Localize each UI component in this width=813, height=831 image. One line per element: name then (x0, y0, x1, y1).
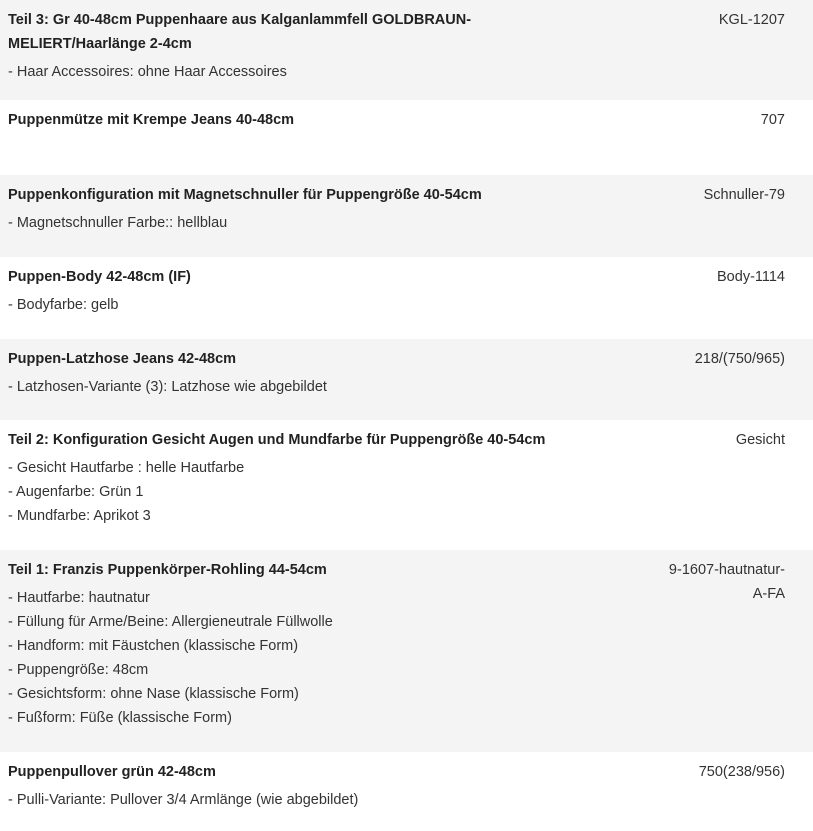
order-item-info (8, 558, 568, 752)
order-item-info (8, 428, 628, 550)
order-item-row (0, 175, 813, 257)
order-item-info (8, 108, 568, 175)
product-name: Teil 1: Franzis Puppenkörper-Rohling 44-54cm (8, 562, 327, 578)
order-item-row (0, 752, 813, 831)
product-sku: 750(238/956) (698, 764, 785, 780)
product-option: - Bodyfarbe: gelb (8, 297, 119, 313)
order-item-info (8, 183, 568, 257)
product-name: Puppenmütze mit Krempe Jeans 40-48cm (8, 112, 295, 128)
product-name: Puppen-Body 42-48cm (IF) (8, 269, 191, 285)
product-option: - Fußform: Füße (klassische Form) (8, 710, 232, 726)
product-option: - Mundfarbe: Aprikot 3 (8, 508, 151, 524)
product-option: - Latzhosen-Variante (3): Latzhose wie abgebildet (8, 379, 327, 395)
product-options (8, 456, 628, 528)
product-option: - Füllung für Arme/Beine: Allergieneutrale Füllwolle (8, 614, 333, 630)
product-sku: 9-1607-hautnatur-A-FA (668, 562, 785, 602)
product-sku: Gesicht (735, 432, 785, 448)
product-options (8, 586, 568, 730)
product-name: Puppenkonfiguration mit Magnetschnuller für Puppengröße 40-54cm (8, 187, 482, 203)
product-option: - Haar Accessoires: ohne Haar Accessoires (8, 64, 287, 80)
order-item-row (0, 550, 813, 752)
product-options (8, 211, 568, 235)
product-options (8, 375, 568, 399)
product-sku: Schnuller-79 (703, 187, 785, 203)
order-item-row (0, 0, 813, 100)
product-option: - Puppengröße: 48cm (8, 662, 149, 678)
order-item-info (8, 347, 568, 420)
product-option: - Gesicht Hautfarbe : helle Hautfarbe (8, 460, 245, 476)
order-item-row (0, 100, 813, 175)
order-item-row (0, 339, 813, 420)
product-name: Teil 3: Gr 40-48cm Puppenhaare aus Kalganlammfell GOLDBRAUN-MELIERT/Haarlänge 2-4cm (8, 12, 472, 52)
product-options (8, 788, 568, 812)
order-item-info (8, 8, 568, 100)
product-option: - Handform: mit Fäustchen (klassische Form) (8, 638, 299, 654)
product-sku: 707 (760, 112, 785, 128)
product-name: Teil 2: Konfiguration Gesicht Augen und Mundfarbe für Puppengröße 40-54cm (8, 432, 546, 448)
product-sku: KGL-1207 (718, 12, 785, 28)
order-item-row (0, 257, 813, 339)
product-sku: 218/(750/965) (694, 351, 785, 367)
order-item-info (8, 760, 568, 831)
product-options (8, 293, 568, 317)
product-option: - Hautfarbe: hautnatur (8, 590, 150, 606)
order-item-row (0, 420, 813, 550)
product-option: - Pulli-Variante: Pullover 3/4 Armlänge (wie abgebildet) (8, 792, 359, 808)
product-name: Puppenpullover grün 42-48cm (8, 764, 216, 780)
product-options (8, 60, 568, 84)
order-item-info (8, 265, 568, 339)
product-option: - Gesichtsform: ohne Nase (klassische Form) (8, 686, 299, 702)
product-option: - Augenfarbe: Grün 1 (8, 484, 144, 500)
product-option: - Magnetschnuller Farbe:: hellblau (8, 215, 228, 231)
product-name: Puppen-Latzhose Jeans 42-48cm (8, 351, 237, 367)
product-sku: Body-1114 (717, 269, 785, 285)
